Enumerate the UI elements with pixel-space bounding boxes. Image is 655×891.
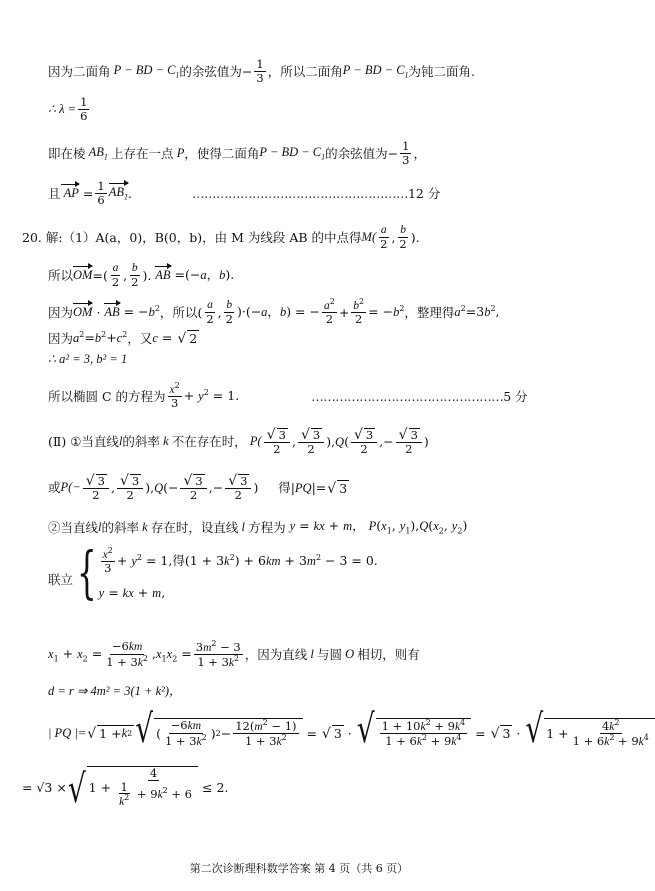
fraction: $\frac{b}{2}$ <box>225 298 233 326</box>
fraction: $\frac{x^2}{3}$ <box>169 381 180 411</box>
fraction: $\frac{1}{3}$ <box>402 139 410 167</box>
math: = <box>302 725 321 741</box>
text: ，整理得 <box>404 304 455 320</box>
fraction: $\frac{1}{3}$ <box>256 57 264 85</box>
math: l <box>118 434 123 449</box>
question-number: 20. 解:（1） <box>22 229 96 245</box>
vector: $AB_1$ <box>108 184 128 202</box>
score-label: 5 分 <box>503 388 528 404</box>
fraction: √ 3 2 <box>298 428 324 456</box>
line-dot-product <box>48 298 500 326</box>
math: y = kx + m， $P(x_1$, $y_1),Q(x_2$, $y_2$) <box>289 518 468 536</box>
line-bound <box>22 765 229 812</box>
fraction: $\frac{3m^2 - 3}{1 + 3k^2}$ <box>195 639 241 670</box>
text: ②当直线 <box>48 519 99 535</box>
fraction: √ 3 2 <box>396 428 422 456</box>
math: )·(−a，b) = − <box>236 304 320 320</box>
math: = $-b^2$ <box>119 303 160 320</box>
vector: OM <box>73 267 93 282</box>
math: ≤ 2. <box>202 779 229 795</box>
dot-leader: ……………………………………………… <box>191 185 408 201</box>
text: A(a，0)，B(0，b)，由 M 为线段 AB 的中点得 <box>95 229 362 245</box>
fraction: $\frac{a^2}{2}$ <box>323 297 335 327</box>
math: − <box>241 63 253 79</box>
dot-leader: ………………………………………… <box>311 388 504 404</box>
math: $a^2=b^2+c^2$ <box>73 330 128 346</box>
text: 的余弦值为 <box>325 145 388 161</box>
fraction: √ 3 2 <box>180 474 206 502</box>
math: = $-b^2$ <box>368 303 405 320</box>
text: 所以 <box>48 267 74 283</box>
math: P − BD − $C_1$ <box>342 62 409 80</box>
score-label: 12 分 <box>407 185 441 201</box>
text: 上存在一点 <box>111 145 174 161</box>
text: ，所以 <box>159 304 198 320</box>
math: c = <box>152 330 177 346</box>
math: − <box>387 145 399 161</box>
math: =(−a，b). <box>170 267 235 283</box>
math: P − BD − $C_1$ <box>110 62 180 80</box>
equation-system <box>99 547 378 601</box>
line-exists-point <box>48 140 426 166</box>
equation: $\frac{x^2}{3}$ + $y^2 = 1$, 得 $(1 + 3k^2) + 6km + 3m^2 - 3 = 0$. <box>102 545 378 576</box>
math: + $y^2 = 1$. <box>183 387 240 404</box>
sqrt: √ ( $\frac{-6km}{1 + 3k^2}$ ) 2 − $\frac{12(m^2 - 1)}{1 + 3k^2}$ <box>135 718 302 749</box>
math: , <box>123 267 128 283</box>
text: (Ⅱ) ①当直线 <box>48 434 119 450</box>
vector: AB <box>155 267 171 282</box>
fraction: $\frac{b^2}{2}$ <box>353 297 365 327</box>
text: 的斜率 <box>101 519 140 535</box>
text: ，因为直线 <box>244 647 308 663</box>
math: k <box>159 434 172 449</box>
text: 不在存在时， <box>171 434 247 450</box>
math: P(− <box>60 480 81 495</box>
math: · <box>512 725 525 741</box>
sqrt: √ 1 + k 2 <box>87 726 133 743</box>
line-om-ab <box>48 262 234 288</box>
math: k <box>139 519 151 534</box>
text: 方程为 <box>248 519 286 535</box>
text: 且 <box>48 185 61 201</box>
line-case1-alt <box>48 474 349 502</box>
line-vieta <box>48 640 420 670</box>
math: + <box>338 304 350 320</box>
line-lambda <box>48 96 91 122</box>
text: ，使得二面角 <box>184 145 260 161</box>
math: d = r ⇒ 4m² = 3(1 + k²)， <box>48 684 182 698</box>
fraction: $\frac{b}{2}$ <box>399 224 407 251</box>
text: ， <box>413 145 426 161</box>
text: 存在时，设直线 <box>150 519 239 535</box>
math: ) <box>253 480 279 496</box>
text: 因为二面角 <box>48 63 111 79</box>
text: 相切，则有 <box>357 647 420 663</box>
vector: AB <box>104 304 120 319</box>
page-footer: 第二次诊断理科数学答案 第 4 页（共 6 页） <box>189 862 409 875</box>
text: 得 <box>172 553 185 569</box>
fraction: $\frac{b}{2}$ <box>131 262 139 289</box>
math: $AB_1$ <box>85 144 108 162</box>
text: ，所以二面角 <box>267 63 343 79</box>
math: , <box>111 480 115 496</box>
text: 为钝二面角. <box>408 63 476 79</box>
text: 联立 <box>48 571 74 587</box>
line-case1 <box>48 428 429 456</box>
line-system <box>48 541 378 606</box>
sqrt: √ 1 + $\frac{4k^2}{1 + 6k^2 + 9k^4}$ <box>525 718 655 749</box>
math: = √3 × <box>22 779 67 795</box>
math: ),Q(− <box>145 479 179 495</box>
math: = <box>78 185 94 201</box>
math: ( <box>197 304 203 320</box>
math: ∴ a² = 3, b² = 1 <box>48 352 128 366</box>
fraction: √ 3 2 <box>117 474 143 502</box>
sqrt: √ 3 <box>327 480 348 497</box>
line-vector-ap <box>48 180 578 206</box>
line-tangent <box>48 684 182 699</box>
math: l <box>98 519 102 534</box>
math: , <box>291 434 296 450</box>
fraction: √ 3 2 <box>83 474 109 502</box>
fraction: √ 3 2 <box>225 474 251 502</box>
math: , <box>217 304 222 320</box>
math: $x_1 + x_2$ = <box>48 645 103 664</box>
text: 或 <box>48 480 61 496</box>
sqrt: √ $\frac{1 + 10k^2 + 9k^4}{1 + 6k^2 + 9k^4}$ <box>357 718 471 749</box>
text: 所以椭圆 C 的方程为 <box>48 388 166 404</box>
fraction: $\frac{a}{2}$ <box>380 224 388 251</box>
math: $a^2=3b^2$, <box>454 303 500 320</box>
line-ellipse-eq <box>48 382 578 410</box>
math: P − BD − $C_1$ <box>259 144 326 162</box>
fraction: $\frac{1}{6}$ <box>80 95 88 123</box>
fraction: √ 3 2 <box>351 428 377 456</box>
math: ) <box>423 434 429 450</box>
math: | PQ |= <box>48 725 87 740</box>
math: ,− <box>208 480 224 496</box>
vector: AP <box>60 185 79 200</box>
math: · <box>92 304 105 320</box>
line-dihedral-cos <box>48 58 475 84</box>
math: l <box>307 647 317 662</box>
math: ∴ λ = <box>48 101 77 116</box>
line-a2-relation <box>48 330 199 346</box>
line-q20-head <box>22 224 420 250</box>
sqrt: √ 1 + 4 $\frac{1}{k^2}$ + $9k^2 + 6$ <box>68 766 198 809</box>
math: = <box>471 725 490 741</box>
fraction: $\frac{a}{2}$ <box>111 262 120 289</box>
math: O <box>342 647 358 662</box>
vector: OM <box>73 304 93 319</box>
math: ). <box>410 229 420 245</box>
sqrt: √ 3 <box>490 726 511 743</box>
text: ，又 <box>127 330 153 346</box>
math: |PQ|= <box>290 479 327 495</box>
text: 与圆 <box>316 647 342 663</box>
math: , <box>391 229 396 245</box>
math: ,− <box>379 434 394 450</box>
brace: { <box>77 541 97 606</box>
math: =( <box>92 267 108 283</box>
math: P <box>173 145 185 160</box>
text: 因为 <box>48 304 74 320</box>
math: M( <box>361 229 377 244</box>
line-case2 <box>48 518 467 536</box>
fraction: $\frac{-6km}{1 + 3k^2}$ <box>106 639 148 669</box>
text: 即在棱 <box>48 145 86 161</box>
math: · <box>343 725 356 741</box>
math: ). <box>142 267 156 283</box>
line-pq-length <box>48 705 655 752</box>
equation: y = kx + m, <box>98 585 166 601</box>
fraction: $\frac{1}{6}$ <box>97 179 105 207</box>
math: l <box>238 519 249 534</box>
text: . <box>127 185 132 201</box>
line-a2-b2 <box>48 352 127 367</box>
text: 得 <box>278 480 291 496</box>
fraction: √ 3 2 <box>264 428 290 456</box>
math: $,x_1x_2$ = <box>151 645 192 664</box>
math: ),Q( <box>326 433 349 449</box>
sqrt: √ 2 <box>177 331 198 348</box>
text: 因为 <box>48 330 74 346</box>
text: 的斜率 <box>122 434 160 450</box>
sqrt: √ 3 <box>321 726 342 743</box>
fraction: $\frac{a}{2}$ <box>206 298 214 326</box>
text: 的余弦值为 <box>179 63 242 79</box>
math: P( <box>246 434 262 449</box>
